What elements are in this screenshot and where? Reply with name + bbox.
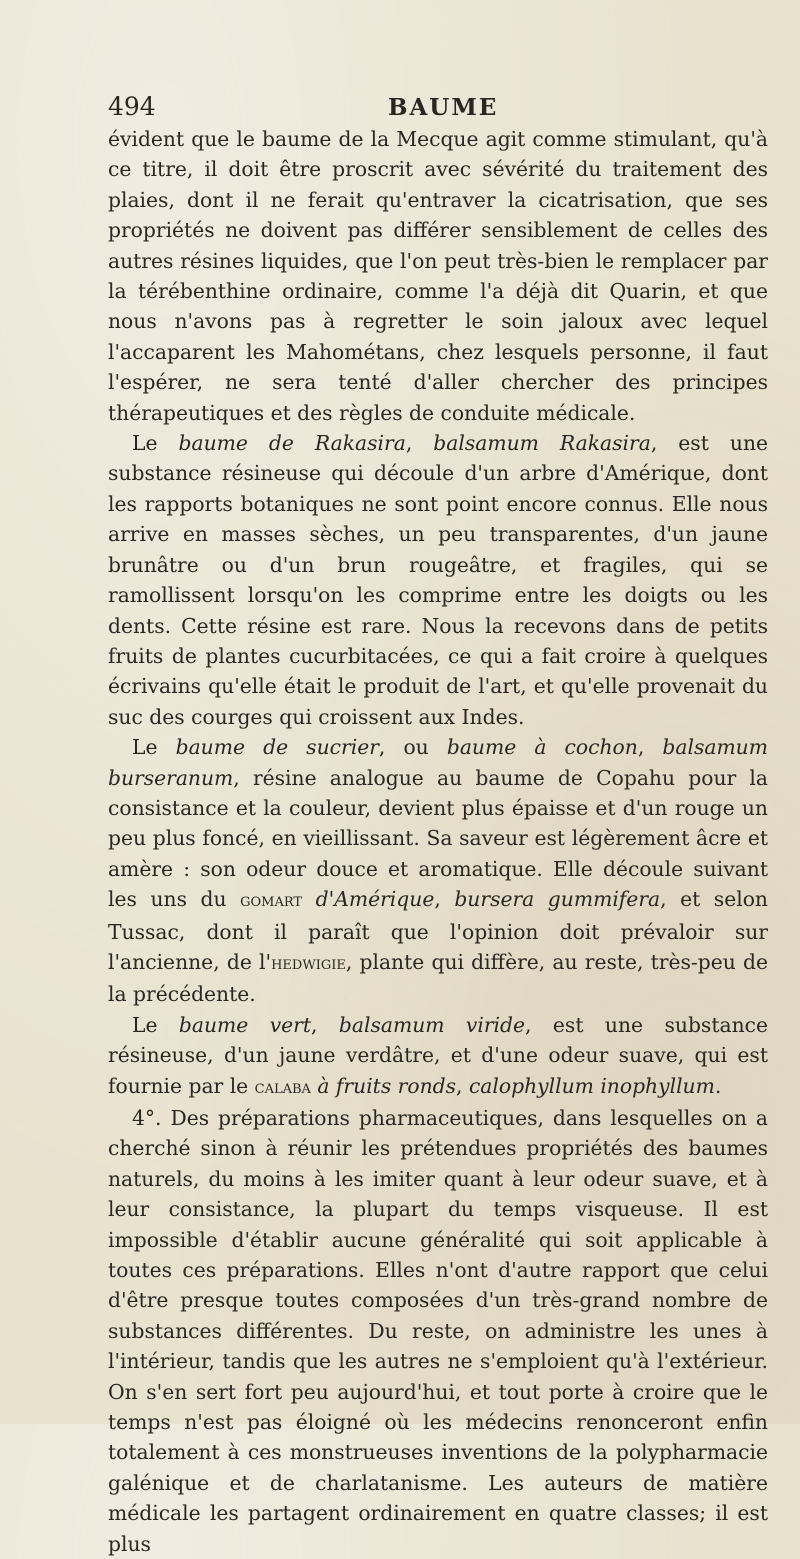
running-head <box>108 92 768 122</box>
text-run: , plante qui diffère, au reste, très-peu de la précédente. <box>108 949 768 1007</box>
text-run: , ou <box>378 735 447 760</box>
italic-run: calophyllum inophyllum <box>468 1073 715 1098</box>
paragraph <box>108 1103 768 1559</box>
italic-run: balsamum viride <box>338 1012 526 1037</box>
book-page <box>108 92 768 1559</box>
text-run <box>302 887 316 911</box>
italic-run: balsamum burseranum <box>108 735 768 790</box>
text-run: , <box>434 887 455 912</box>
italic-run: baume de sucrier <box>175 735 379 760</box>
text-run: 4°. Des préparations pharmaceutiques, dans lesquelles on a cherché sinon à réunir les prétendues propriétés des baumes naturels, du moins à les imiter quant à leur odeur suave, et à leur consistance, la plupart du temps visqueuse. Il est impossible d'établir aucune généralité qui soit applicable à toutes ces préparations. Elles n'ont d'autre rapport que celui d'être presque toutes composées d'un très-grand nombre de substances différentes. Du reste, on administre les unes à l'intérieur, tandis que les autres ne s'emploient qu'à l'extérieur. On s'en sert fort peu aujourd'hui, et tout porte à croire que le temps n'est pas éloigné où les médecins renonceront enfin totalement à ces monstrueuses inventions de la polypharmacie galénique et de charlatanisme. Les auteurs de matière médicale les partagent ordinairement en quatre classes; il est plus <box>108 1106 768 1556</box>
italic-run: baume à cochon <box>446 735 638 760</box>
paragraph <box>108 428 768 732</box>
text-run: Le <box>132 1012 179 1037</box>
italic-run: bursera gummifera <box>454 887 661 912</box>
text-run: , est une substance résineuse qui découle d'un arbre d'Amérique, dont les rapports botaniques ne sont point encore connus. Elle nous arrive en masses sèches, un peu transparentes, d'un jaune brunâtre ou d'un brun rougeâtre, et fragiles, qui se ramollissent lorsqu'on les comprime entre les doigts ou les dents. Cette résine est rare. Nous la recevons dans de petits fruits de plantes cucurbitacées, ce qui a fait croire à quelques écrivains qu'elle était le produit de l'art, et qu'elle provenait du suc des courges qui croissent aux Indes. <box>108 431 769 729</box>
italic-run: baume de Rakasira <box>178 431 406 456</box>
text-run: . <box>714 1073 722 1098</box>
text-run: , et selon Tussac, dont il paraît que l'opinion doit prévaloir sur l'ancienne, de l' <box>108 887 768 974</box>
small-caps-run: hedwigie <box>271 952 346 974</box>
text-run: , résine analogue au baume de Copahu pour la consistance et la couleur, devient plus épaisse et d'un rouge un peu plus foncé, en vieillissant. Sa saveur est légèrement âcre et amère : son odeur douce et aromatique. Elle découle suivant les uns du <box>108 765 768 912</box>
running-title: BAUME <box>388 94 499 121</box>
paragraph <box>108 1010 768 1103</box>
page-number: 494 <box>108 92 156 121</box>
text-run: évident que le baume de la Mecque agit comme stimulant, qu'à ce titre, il doit être proscrit avec sévérité du traitement des plaies, dont il ne ferait qu'entraver la cicatrisation, que ses propriétés ne doivent pas différer sensiblement de celles des autres résines liquides, que l'on peut très-bien le remplacer par la térébenthine ordinaire, comme l'a déjà dit Quarin, et que nous n'avons pas à regretter le soin jaloux avec lequel l'accaparent les Mahométans, chez lesquels personne, il faut l'espérer, ne sera tenté d'aller chercher des principes thérapeutiques et des règles de conduite médicale. <box>108 127 768 425</box>
italic-run: baume vert <box>178 1012 312 1037</box>
italic-run: balsamum Rakasira <box>433 431 651 456</box>
text-run: Le <box>132 431 179 456</box>
paragraph <box>108 732 768 1010</box>
text-run: , <box>405 431 434 456</box>
text-run: , <box>456 1073 469 1098</box>
body-text <box>108 124 768 1559</box>
text-run: , <box>311 1012 339 1037</box>
text-run: , est une substance résineuse, d'un jaune verdâtre, et d'une odeur suave, qui est fournie par le <box>108 1012 768 1098</box>
paragraph <box>108 124 768 428</box>
small-caps-run: calaba <box>254 1076 311 1098</box>
italic-run: d'Amérique <box>315 887 435 912</box>
text-run: , <box>637 735 663 760</box>
small-caps-run: gomart <box>240 890 303 912</box>
italic-run: à fruits ronds <box>317 1073 457 1098</box>
text-run: Le <box>132 735 176 760</box>
